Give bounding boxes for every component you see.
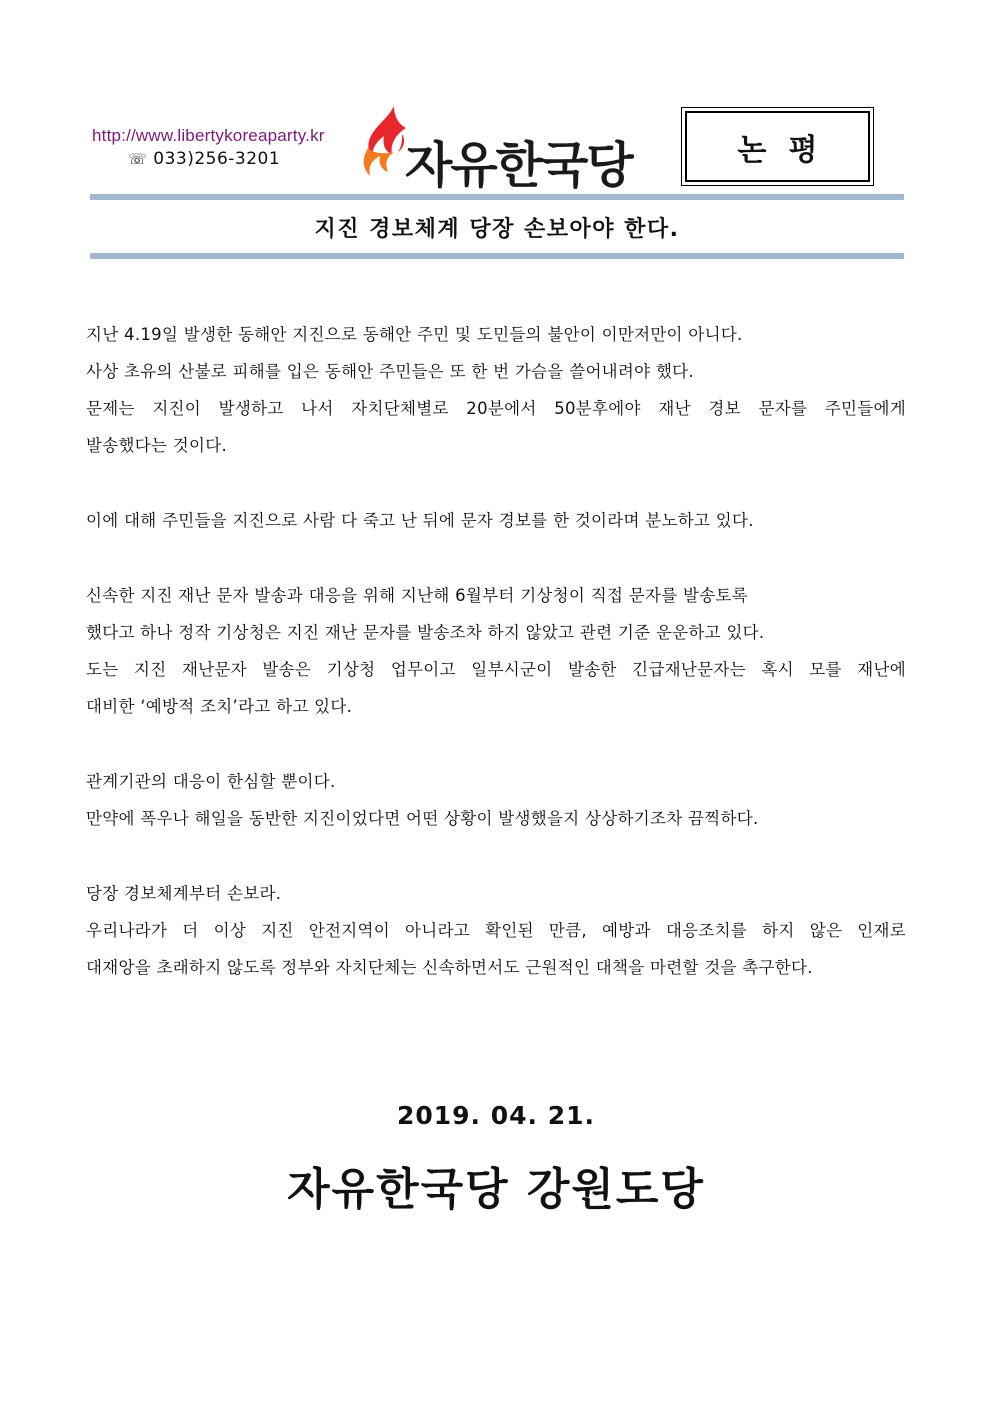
text-line: 도는 지진 재난문자 발송은 기상청 업무이고 일부시군이 발송한 긴급재난문자는 혹시 모를 재난에 <box>86 660 906 679</box>
document-title: 지진 경보체계 당장 손보아야 한다. <box>314 217 680 242</box>
text-line: 우리나라가 더 이상 지진 안전지역이 아니라고 확인된 만큼, 예방과 대응조치를 하지 않은 인재로 <box>86 921 906 940</box>
commentary-badge <box>681 107 874 186</box>
document-body <box>86 316 906 1024</box>
paragraph-3 <box>86 577 906 725</box>
badge-label: 논평 <box>737 132 840 168</box>
party-website-url[interactable]: http://www.libertykoreaparty.kr <box>92 126 325 145</box>
party-logo <box>358 104 638 194</box>
issuer-signature: 자유한국당 강원도당 <box>287 1164 705 1215</box>
paragraph-2 <box>86 502 906 539</box>
top-divider <box>90 194 904 200</box>
text-line: 당장 경보체계부터 손보라. <box>86 884 282 903</box>
text-line: 사상 초유의 산불로 피해를 입은 동해안 주민들은 또 한 번 가슴을 쓸어내려야 했다. <box>86 362 694 381</box>
text-line: 신속한 지진 재난 문자 발송과 대응을 위해 지난해 6월부터 기상청이 직접 문자를 발송토록 <box>86 586 748 605</box>
party-phone <box>128 149 280 169</box>
logo-wordmark: 자유한국당 <box>405 137 632 194</box>
paragraph-5 <box>86 875 906 986</box>
text-line: 이에 대해 주민들을 지진으로 사람 다 죽고 난 뒤에 문자 경보를 한 것이라며 분노하고 있다. <box>86 511 754 530</box>
text-line: 지난 4.19일 발생한 동해안 지진으로 동해안 주민 및 도민들의 불안이 이만저만이 아니다. <box>86 325 743 344</box>
paragraph-4 <box>86 763 906 837</box>
letterhead <box>0 0 992 242</box>
text-line: 만약에 폭우나 해일을 동반한 지진이었다면 어떤 상황이 발생했을지 상상하기조차 끔찍하다. <box>86 809 759 828</box>
text-line: 대재앙을 초래하지 않도록 정부와 자치단체는 신속하면서도 근원적인 대책을 마련할 것을 촉구한다. <box>86 958 813 977</box>
text-line: 했다고 하나 정작 기상청은 지진 재난 문자를 발송조차 하지 않았고 관련 기준 운운하고 있다. <box>86 623 765 642</box>
text-line: 대비한 ‘예방적 조치’라고 하고 있다. <box>86 697 353 716</box>
text-line: 관계기관의 대응이 한심할 뿐이다. <box>86 772 336 791</box>
telephone-icon: ☏ <box>128 150 148 168</box>
text-line: 문제는 지진이 발생하고 나서 자치단체별로 20분에서 50분후에야 재난 경보 문자를 주민들에게 <box>86 399 906 418</box>
text-line: 발송했다는 것이다. <box>86 436 228 455</box>
phone-number: 033)256-3201 <box>153 149 281 169</box>
issue-date: 2019. 04. 21. <box>396 1101 596 1130</box>
bottom-divider <box>90 253 904 259</box>
paragraph-1 <box>86 316 906 464</box>
